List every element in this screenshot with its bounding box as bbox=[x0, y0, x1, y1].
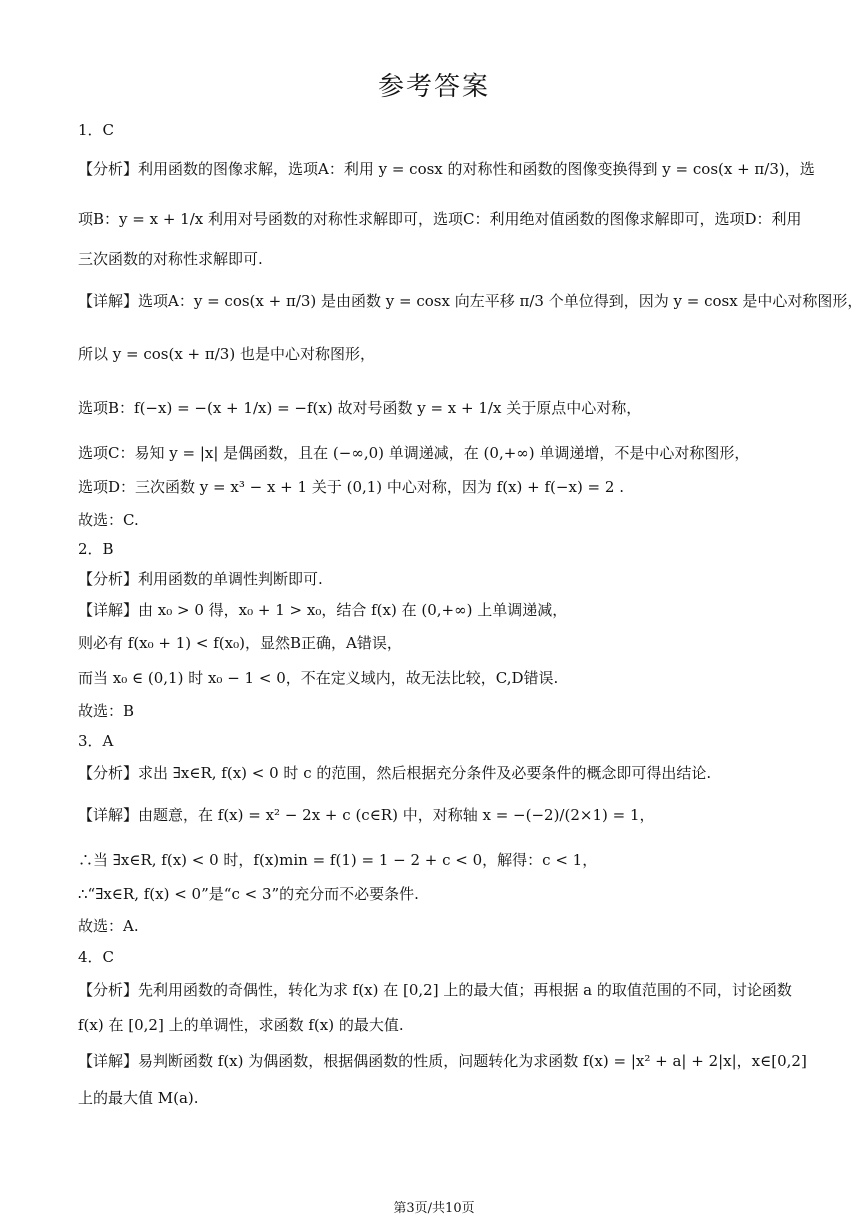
q2-number: 2．B bbox=[78, 540, 114, 558]
q2-detail-line1: 【详解】由 x₀ > 0 得，x₀ + 1 > x₀，结合 f(x) 在 (0,+∞) 上单调递减， bbox=[78, 601, 568, 619]
q1-analysis-line3: 三次函数的对称性求解即可. bbox=[78, 250, 263, 268]
q4-detail-line2: 上的最大值 M(a). bbox=[78, 1089, 199, 1107]
q3-detail-line3: ∴“∃x∈R, f(x) < 0”是“c < 3”的充分而不必要条件. bbox=[78, 885, 419, 903]
page-title: 参考答案 bbox=[377, 72, 490, 102]
q1-choice: 故选：C. bbox=[78, 511, 139, 529]
q4-analysis-line1: 【分析】先利用函数的奇偶性，转化为求 f(x) 在 [0,2] 上的最大值；再根据 a 的取值范围的不同，讨论函数 bbox=[78, 981, 792, 999]
q3-choice: 故选：A. bbox=[78, 917, 139, 935]
q2-detail-line2: 则必有 f(x₀ + 1) < f(x₀)，显然B正确，A错误， bbox=[78, 634, 402, 652]
q4-detail-line1: 【详解】易判断函数 f(x) 为偶函数，根据偶函数的性质，问题转化为求函数 f(x) = |x² + a| + 2|x|，x∈[0,2] bbox=[78, 1052, 807, 1070]
q1-option-b: 选项B：f(−x) = −(x + 1/x) = −f(x) 故对号函数 y = x + 1/x 关于原点中心对称， bbox=[78, 399, 642, 417]
q2-choice: 故选：B bbox=[78, 702, 135, 720]
q2-analysis: 【分析】利用函数的单调性判断即可. bbox=[78, 570, 323, 588]
q3-detail-line2: ∴当 ∃x∈R, f(x) < 0 时，f(x)min = f(1) = 1 − 2 + c < 0，解得：c < 1， bbox=[78, 851, 598, 869]
q3-detail-line1: 【详解】由题意，在 f(x) = x² − 2x + c (c∈R) 中，对称轴 x = −(−2)/(2×1) = 1， bbox=[78, 806, 655, 824]
q3-number: 3．A bbox=[78, 732, 114, 750]
q2-detail-line3: 而当 x₀ ∈ (0,1) 时 x₀ − 1 < 0，不在定义域内，故无法比较，C,D错误. bbox=[78, 669, 559, 687]
q1-detail-line1: 【详解】选项A：y = cos(x + π/3) 是由函数 y = cosx 向左平移 π/3 个单位得到，因为 y = cosx 是中心对称图形， bbox=[78, 292, 863, 310]
q1-analysis-line1: 【分析】利用函数的图像求解，选项A：利用 y = cosx 的对称性和函数的图像变换得到 y = cos(x + π/3)，选 bbox=[78, 160, 815, 178]
q4-number: 4．C bbox=[78, 948, 115, 966]
q1-option-c: 选项C：易知 y = |x| 是偶函数，且在 (−∞,0) 单调递减，在 (0,+∞) 单调递增，不是中心对称图形， bbox=[78, 444, 750, 462]
q4-analysis-line2: f(x) 在 [0,2] 上的单调性，求函数 f(x) 的最大值. bbox=[78, 1016, 404, 1034]
q1-option-d: 选项D：三次函数 y = x³ − x + 1 关于 (0,1) 中心对称，因为 f(x) + f(−x) = 2 . bbox=[78, 478, 624, 496]
q1-analysis-line2: 项B：y = x + 1/x 利用对号函数的对称性求解即可，选项C：利用绝对值函数的图像求解即可，选项D：利用 bbox=[78, 210, 802, 228]
q1-number: 1．C bbox=[78, 121, 115, 139]
page-footer: 第3页/共10页 bbox=[393, 1201, 475, 1216]
q1-detail-line2: 所以 y = cos(x + π/3) 也是中心对称图形， bbox=[78, 345, 375, 363]
q3-analysis: 【分析】求出 ∃x∈R, f(x) < 0 时 c 的范围，然后根据充分条件及必要条件的概念即可得出结论. bbox=[78, 764, 712, 782]
